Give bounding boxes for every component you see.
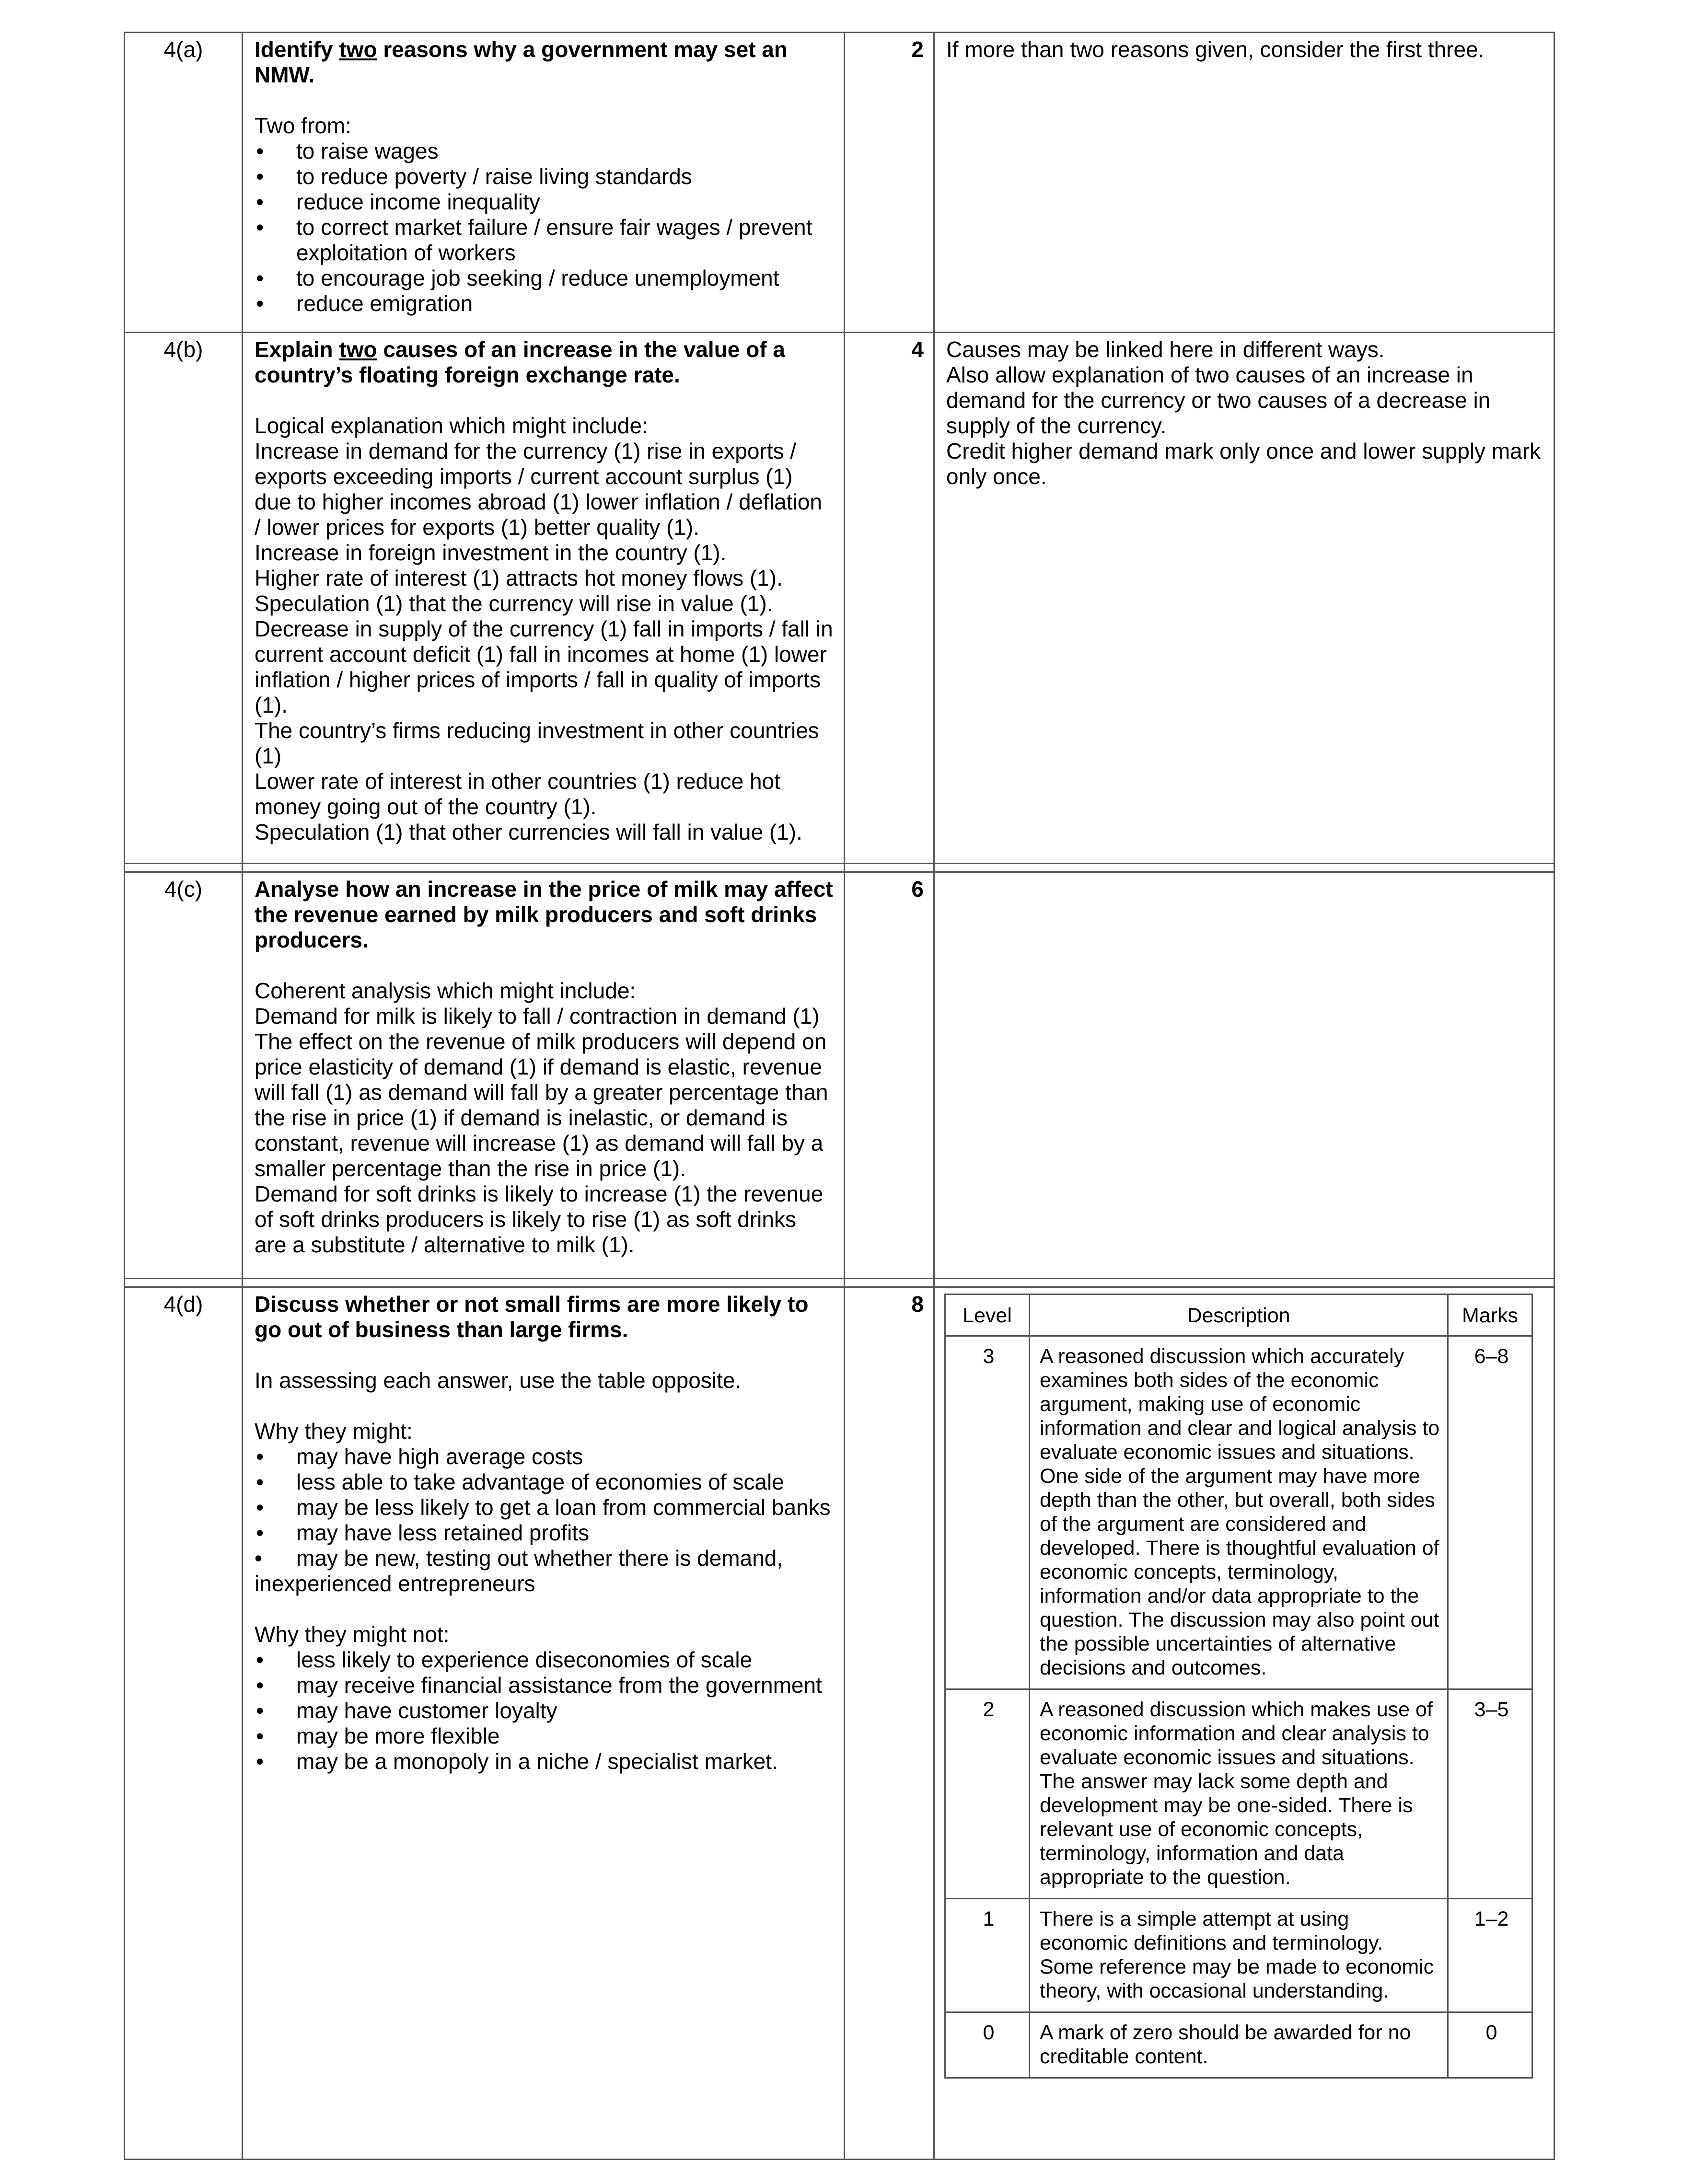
list-item: • may be new, testing out whether there is demand, inexperienced entrepreneurs bbox=[255, 1546, 783, 1596]
guidance-cell bbox=[934, 872, 1554, 1279]
list-item: • may have customer loyalty bbox=[255, 1698, 833, 1723]
description-header: Description bbox=[1030, 1294, 1448, 1336]
list-item: • may receive financial assistance from the government bbox=[255, 1673, 833, 1698]
mark-scheme-page bbox=[124, 32, 1555, 2160]
might-heading: Why they might: bbox=[255, 1419, 413, 1444]
marks-value: 2 bbox=[845, 33, 934, 333]
level-number: 3 bbox=[945, 1336, 1030, 1689]
level-description: There is a simple attempt at using economic definitions and terminology. Some reference may be made to economic theory, with occasional understanding. bbox=[1030, 1899, 1448, 2012]
question-text: Explain two causes of an increase in the value of a country’s floating foreign exchange rate. bbox=[255, 337, 785, 387]
marks-value: 8 bbox=[845, 1287, 934, 2160]
row-separator bbox=[125, 1279, 1554, 1287]
levels-header-row bbox=[945, 1294, 1532, 1336]
answer-intro: Coherent analysis which might include: bbox=[255, 978, 636, 1003]
mark-scheme-table bbox=[124, 32, 1555, 2160]
question-text: Discuss whether or not small firms are more likely to go out of business than large firms. bbox=[255, 1292, 809, 1342]
question-row-4a bbox=[125, 33, 1554, 333]
guidance-cell bbox=[934, 333, 1554, 864]
answer-line: Increase in foreign investment in the country (1). bbox=[255, 540, 727, 565]
level-row bbox=[945, 1689, 1532, 1899]
level-number: 2 bbox=[945, 1689, 1030, 1899]
answer-intro: Two from: bbox=[255, 113, 351, 138]
question-number: 4(c) bbox=[125, 872, 243, 1279]
level-row bbox=[945, 1899, 1532, 2012]
level-description: A reasoned discussion which accurately examines both sides of the economic argument, making use of economic information and clear and logical analysis to evaluate economic issues and situations. One side of the argument may have more depth than the other, but overall, both sides of the argument are considered and developed. There is thoughtful evaluation of economic concepts, terminology, information and/or data appropriate to the question. The discussion may also point out the possible uncertainties of alternative decisions and outcomes. bbox=[1030, 1336, 1448, 1689]
level-number: 0 bbox=[945, 2012, 1030, 2078]
question-row-4d bbox=[125, 1287, 1554, 2160]
level-marks: 6–8 bbox=[1448, 1336, 1532, 1689]
question-row-4b bbox=[125, 333, 1554, 864]
list-item: • may have less retained profits bbox=[255, 1520, 833, 1546]
question-cell bbox=[243, 33, 845, 333]
might-not-list bbox=[255, 1647, 833, 1774]
guidance-cell bbox=[934, 1287, 1554, 2160]
might-not-heading: Why they might not: bbox=[255, 1622, 450, 1647]
level-number: 1 bbox=[945, 1899, 1030, 2012]
might-list bbox=[255, 1444, 833, 1546]
level-row bbox=[945, 2012, 1532, 2078]
answer-line: Demand for milk is likely to fall / contraction in demand (1) bbox=[255, 1004, 820, 1028]
level-marks: 0 bbox=[1448, 2012, 1532, 2078]
list-item: • reduce emigration bbox=[255, 291, 833, 316]
list-item: • less likely to experience diseconomies of scale bbox=[255, 1647, 833, 1673]
question-number: 4(b) bbox=[125, 333, 243, 864]
level-description: A mark of zero should be awarded for no creditable content. bbox=[1030, 2012, 1448, 2078]
guidance-cell bbox=[934, 33, 1554, 333]
question-cell bbox=[243, 1287, 845, 2160]
guidance-text: Causes may be linked here in different ways. bbox=[946, 337, 1385, 362]
list-item: • to correct market failure / ensure fair wages / prevent exploitation of workers bbox=[255, 215, 833, 266]
answer-line: Higher rate of interest (1) attracts hot money flows (1). bbox=[255, 566, 783, 590]
guidance-text: If more than two reasons given, consider the first three. bbox=[946, 37, 1485, 62]
answer-line: Lower rate of interest in other countries (1) reduce hot money going out of the country (1). bbox=[255, 769, 780, 819]
level-description: A reasoned discussion which makes use of economic information and clear analysis to evaluate economic issues and situations. The answer may lack some depth and development may be one-sided. There is relevant use of economic concepts, terminology, information and data appropriate to the question. bbox=[1030, 1689, 1448, 1899]
list-item: • less able to take advantage of economies of scale bbox=[255, 1469, 833, 1495]
list-item: • to encourage job seeking / reduce unemployment bbox=[255, 266, 833, 291]
marks-header: Marks bbox=[1448, 1294, 1532, 1336]
list-item: • may be a monopoly in a niche / specialist market. bbox=[255, 1749, 833, 1774]
question-row-4c bbox=[125, 872, 1554, 1279]
answer-line: The country’s firms reducing investment in other countries (1) bbox=[255, 718, 819, 768]
question-number: 4(d) bbox=[125, 1287, 243, 2160]
answer-list bbox=[255, 139, 833, 316]
row-separator bbox=[125, 864, 1554, 872]
level-row bbox=[945, 1336, 1532, 1689]
question-cell bbox=[243, 872, 845, 1279]
level-marks: 1–2 bbox=[1448, 1899, 1532, 2012]
answer-line: Increase in demand for the currency (1) rise in exports / exports exceeding imports / current account surplus (1) due to higher incomes abroad (1) lower inflation / deflation / lower prices for exports (1) better quality (1). bbox=[255, 439, 822, 540]
answer-line: Speculation (1) that other currencies will fall in value (1). bbox=[255, 820, 802, 844]
answer-line: The effect on the revenue of milk producers will depend on price elasticity of demand (1) if demand is elastic, revenue will fall (1) as demand will fall by a greater percentage than the rise in price (1) if demand is inelastic, or demand is constant, revenue will increase (1) as demand will fall by a smaller percentage than the rise in price (1). bbox=[255, 1029, 828, 1181]
answer-intro: Logical explanation which might include: bbox=[255, 413, 648, 438]
guidance-text: Also allow explanation of two causes of an increase in demand for the currency or two causes of a decrease in supply of the currency. bbox=[946, 362, 1491, 438]
level-header: Level bbox=[945, 1294, 1030, 1336]
list-item: • to raise wages bbox=[255, 139, 833, 164]
marks-value: 4 bbox=[845, 333, 934, 864]
levels-table bbox=[944, 1294, 1533, 2079]
answer-line: Speculation (1) that the currency will rise in value (1). bbox=[255, 591, 773, 616]
list-item: • reduce income inequality bbox=[255, 189, 833, 215]
question-number: 4(a) bbox=[125, 33, 243, 333]
answer-line: Decrease in supply of the currency (1) fall in imports / fall in current account deficit (1) fall in incomes at home (1) lower inflation / higher prices of imports / fall in quality of imports (1). bbox=[255, 616, 833, 717]
list-item: • may have high average costs bbox=[255, 1444, 833, 1469]
question-text: Analyse how an increase in the price of milk may affect the revenue earned by milk producers and soft drinks producers. bbox=[255, 877, 833, 952]
guidance-text: Credit higher demand mark only once and lower supply mark only once. bbox=[946, 439, 1541, 489]
marks-value: 6 bbox=[845, 872, 934, 1279]
list-item: • may be less likely to get a loan from commercial banks bbox=[255, 1495, 833, 1520]
answer-line: Demand for soft drinks is likely to increase (1) the revenue of soft drinks producers is likely to rise (1) as soft drinks are a substitute / alternative to milk (1). bbox=[255, 1181, 824, 1257]
list-item: • may be more flexible bbox=[255, 1723, 833, 1749]
answer-intro: In assessing each answer, use the table opposite. bbox=[255, 1368, 742, 1393]
list-item: • to reduce poverty / raise living standards bbox=[255, 164, 833, 189]
question-text: Identify two reasons why a government may set an NMW. bbox=[255, 37, 788, 87]
question-cell bbox=[243, 333, 845, 864]
level-marks: 3–5 bbox=[1448, 1689, 1532, 1899]
